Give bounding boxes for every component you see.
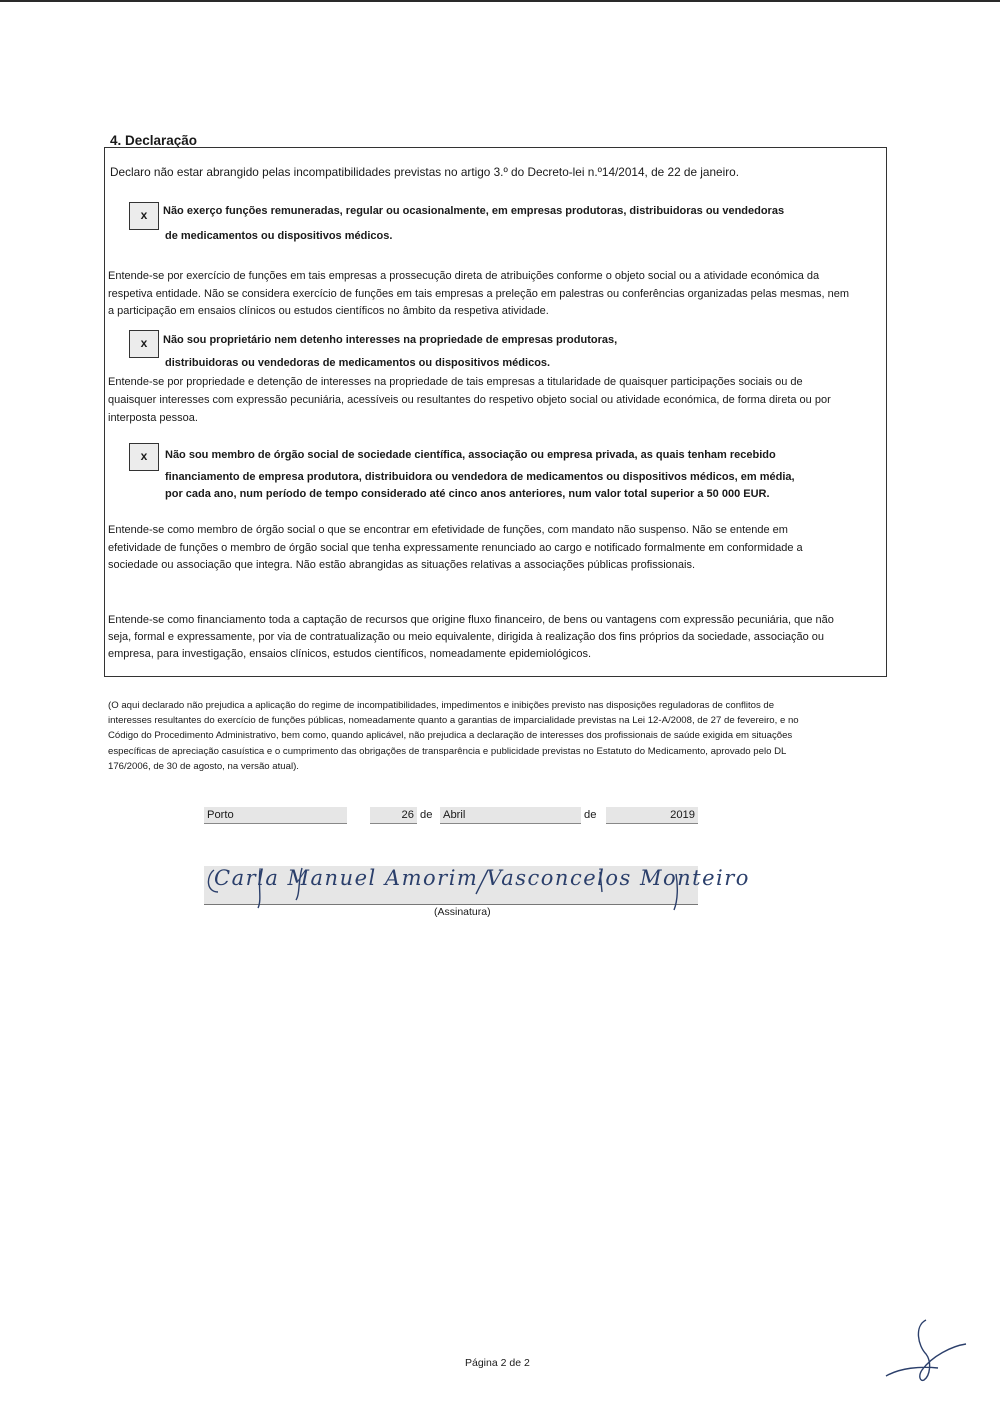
legal-note-line: (O aqui declarado não prejudica a aplicação do regime de incompatibilidades, impedimentos e inibições previsto nas disposições reguladoras de conflitos de (108, 700, 775, 711)
financing-note-1: Entende-se como financiamento toda a captação de recursos que origine fluxo financeiro, de bens ou vantagens com expressão pecuniária, que não (108, 614, 834, 626)
top-rule (0, 0, 1000, 2)
financing-note-3: empresa, para investigação, ensaios clínicos, estudos científicos, nomeadamente epidemiológicos. (108, 648, 592, 660)
signature-handwriting: Carla Manuel Amorim Vasconcelos Monteiro (214, 866, 750, 890)
day-field[interactable]: 26 (370, 807, 417, 824)
item-1-line-2: de medicamentos ou dispositivos médicos. (165, 230, 393, 242)
checkbox-no-paid-functions[interactable]: x (129, 202, 159, 230)
item-3-explanation-3: sociedade ou associação que integra. Não estão abrangidas as situações relativas a associações públicas profissionais. (108, 559, 696, 571)
page-number: Página 2 de 2 (465, 1357, 530, 1369)
signature-caption: (Assinatura) (434, 906, 491, 918)
declaration-box (104, 147, 887, 677)
place-field[interactable]: Porto (204, 807, 347, 824)
month-field[interactable]: Abril (440, 807, 581, 824)
checkbox-no-governing-body[interactable]: x (129, 443, 159, 471)
section-title: 4. Declaração (110, 133, 198, 148)
item-2-explanation-2: quaisquer interesses com expressão pecuniária, acessíveis ou resultantes do respetivo objeto social ou atividade económica, de forma direta ou por (108, 394, 831, 406)
item-2-explanation-1: Entende-se por propriedade e detenção de interesses na propriedade de tais empresas a titularidade de quaisquer participações sociais ou de (108, 376, 803, 388)
item-3-explanation-2: efetividade de funções o membro de órgão social que tenha expressamente renunciado ao cargo e notificado formalmente em conformidade a (108, 542, 803, 554)
item-1-explanation-1: Entende-se por exercício de funções em tais empresas a prossecução direta de atribuições conforme o objeto social ou a atividade económica da (108, 270, 820, 282)
financing-note-2: seja, formal e expressamente, por via de contratualização ou meio equivalente, dirigida à realização dos fins próprios da sociedade, associação ou (108, 631, 825, 643)
item-3-line-2: financiamento de empresa produtora, distribuidora ou vendedora de medicamentos ou dispositivos médicos, em média, (165, 471, 795, 483)
item-1-line-1: Não exerço funções remuneradas, regular ou ocasionalmente, em empresas produtoras, distribuidoras ou vendedoras (163, 205, 785, 217)
legal-note (108, 698, 878, 774)
legal-note-line: Código do Procedimento Administrativo, bem como, quando aplicável, não prejudica a declaração de interesses dos profissionais de saúde exigida em situações (108, 730, 793, 742)
legal-note-line: específicas de apreciação casuística e o cumprimento das obrigações de transparência e publicidade previstas no Estatuto do Medicamento, aprovado pelo DL (108, 745, 787, 757)
checkbox-no-ownership[interactable]: x (129, 330, 159, 358)
year-field[interactable]: 2019 (606, 807, 698, 824)
date-connector-1: de (420, 809, 433, 821)
item-2-explanation-3: interposta pessoa. (108, 412, 198, 424)
initials-mark-icon (880, 1316, 970, 1386)
item-1-explanation-3: a participação em ensaios clínicos ou estudos científicos no âmbito da respetiva atividade. (108, 305, 549, 317)
legal-note-line: interesses resultantes do exercício de funções públicas, nomeadamente quanto a garantias de imparcialidade previstas na Lei 12-A/2008, de 27 de fevereiro, e no (108, 715, 799, 727)
item-3-line-3: por cada ano, num período de tempo considerado até cinco anos anteriores, num valor total superior a 50 000 EUR. (165, 488, 770, 500)
item-3-explanation-1: Entende-se como membro de órgão social o que se encontrar em efetividade de funções, com mandato não suspenso. Não se entende em (108, 524, 788, 536)
legal-note-line: 176/2006, de 30 de agosto, na versão atual). (108, 760, 299, 772)
item-3-line-1: Não sou membro de órgão social de sociedade científica, associação ou empresa privada, as quais tenham recebido (165, 449, 776, 461)
item-1-explanation-2: respetiva entidade. Não se considera exercício de funções em tais empresas a preleção em palestras ou conferências organizadas pelas mesmas, nem (108, 288, 850, 300)
item-2-line-1: Não sou proprietário nem detenho interesses na propriedade de empresas produtoras, (163, 334, 618, 346)
declaration-intro: Declaro não estar abrangido pelas incompatibilidades previstas no artigo 3.º do Decreto-lei n.º14/2014, de 22 de janeiro. (110, 165, 739, 179)
date-connector-2: de (584, 809, 597, 821)
item-2-line-2: distribuidoras ou vendedoras de medicamentos ou dispositivos médicos. (165, 357, 551, 369)
